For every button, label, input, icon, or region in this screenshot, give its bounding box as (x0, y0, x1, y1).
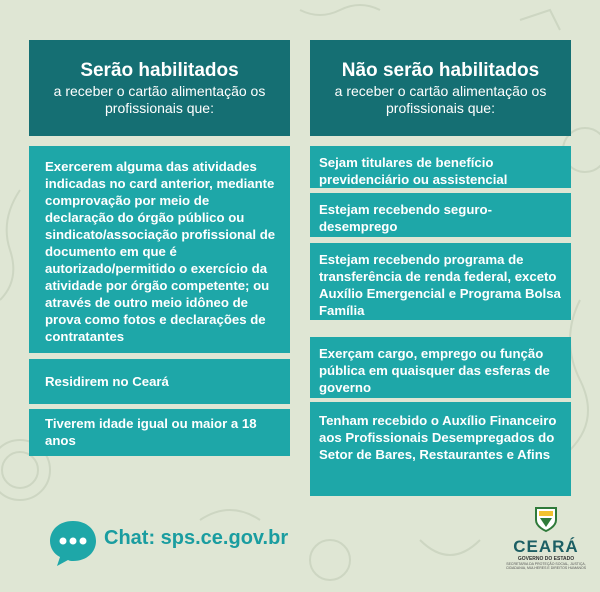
enabled-item-residence (29, 359, 290, 404)
not-enabled-column (310, 40, 571, 462)
enabled-title: Serão habilitados (80, 60, 239, 81)
logo-secretariat: SECRETARIA DA PROTEÇÃO SOCIAL, JUSTIÇA, CIDADANIA, MULHERES E DIREITOS HUMANOS (505, 562, 587, 570)
not-enabled-item-text: Tenham recebido o Auxílio Financeiro aos Profissionais Desempregados do Setor de Bares, Restaurantes e Afins (319, 413, 557, 462)
enabled-subtitle: a receber o cartão alimentação os profissionais que: (53, 83, 266, 116)
enabled-item-age (29, 409, 290, 456)
not-enabled-title: Não serão habilitados (341, 60, 540, 81)
state-coat-of-arms-icon (533, 505, 559, 533)
not-enabled-item-text: Estejam recebendo programa de transferência de renda federal, exceto Auxílio Emergencial e Programa Bolsa Família (319, 252, 561, 318)
logo-government: GOVERNO DO ESTADO (517, 556, 575, 562)
not-enabled-item-financial-aid (310, 402, 571, 496)
chat-link[interactable]: Chat: sps.ce.gov.br (104, 527, 289, 549)
enabled-item-text: Tiverem idade igual ou maior a 18 anos (45, 416, 257, 448)
not-enabled-item-public-office (310, 337, 571, 398)
chat-bubble-icon (47, 518, 99, 568)
not-enabled-item-text: Estejam recebendo seguro-desemprego (319, 202, 492, 234)
enabled-header (29, 40, 290, 136)
enabled-column (29, 40, 290, 448)
enabled-item-text: Residirem no Ceará (45, 374, 169, 389)
not-enabled-item-benefit (310, 146, 571, 188)
not-enabled-subtitle: a receber o cartão alimentação os profissionais que: (334, 83, 547, 116)
enabled-item-activities (29, 146, 290, 353)
not-enabled-item-unemployment (310, 193, 571, 237)
ceara-logo (500, 505, 592, 570)
logo-name: CEARÁ (513, 537, 579, 556)
not-enabled-item-text: Sejam titulares de benefício previdenciário ou assistencial (319, 155, 508, 187)
enabled-item-text: Exercerem alguma das atividades indicadas no card anterior, mediante comprovação por meio de declaração do órgão público ou sindicato/associação profissional de documento em que é autorizado/permitido o exercício da atividade por órgão competente; ou através de outro meio idôneo de prova como fotos e declarações de contratantes (45, 159, 276, 344)
not-enabled-item-income-program (310, 243, 571, 320)
not-enabled-item-text: Exerçam cargo, emprego ou função pública em quaisquer das esferas de governo (319, 346, 550, 395)
not-enabled-header (310, 40, 571, 136)
